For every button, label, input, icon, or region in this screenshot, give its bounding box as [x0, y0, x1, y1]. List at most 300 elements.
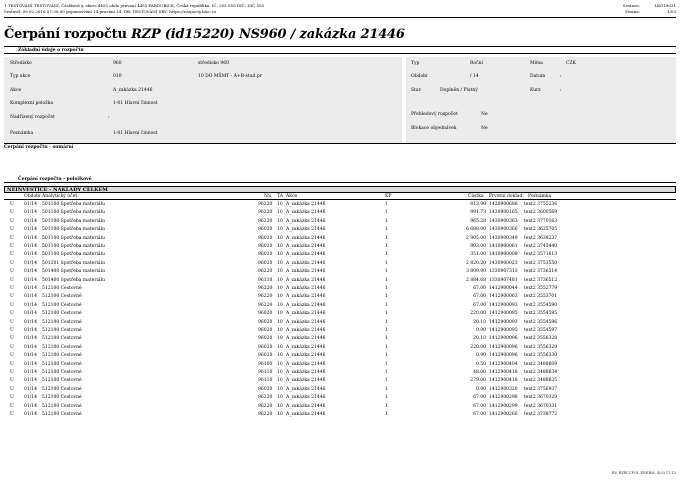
cell-flag: U — [10, 227, 14, 233]
cell-ta: 10 — [277, 412, 283, 417]
cell-obdobi: 01/14 — [24, 336, 37, 342]
table-row — [4, 209, 676, 217]
col-akce: Akce — [286, 194, 298, 199]
cell-flag: U — [10, 412, 14, 417]
cell-obdobi: 01/14 — [24, 302, 37, 308]
datum-value: : — [560, 74, 562, 79]
cell-castka: 20.10 — [473, 336, 486, 342]
kurz-label: Kurz — [530, 88, 541, 93]
cell-ta: 10 — [277, 302, 283, 308]
typakce-label: Typ akce — [10, 74, 31, 79]
cell-akce: A_zakázka 21446 — [286, 252, 326, 258]
table-row — [4, 403, 676, 411]
cell-obdobi: 01/14 — [24, 328, 37, 333]
header-line-1: 1 TESTOVÁNÍ TESTOVÁNÍ, Částková y, okres 4455 obdo pravaní 4455 PARDUBICE, Česká republika. IČ: 555 555 DIČ: DIČ 555 — [4, 3, 265, 8]
cell-kp: 1 — [385, 395, 388, 401]
cell-castka: 2 820.20 — [465, 260, 486, 266]
cell-poznamka: text2 3670329 — [524, 395, 558, 401]
cell-ucet: 512100 Cestovné — [42, 336, 82, 342]
cell-ns: 96020 — [258, 319, 273, 325]
komplexni-value: 1-01 Hlavní činnost — [113, 101, 158, 106]
stav-value: Doplněn / Platný — [440, 88, 478, 93]
cell-ta: 10 — [277, 328, 283, 333]
cell-ns: 96220 — [258, 395, 273, 401]
cell-ucet: 501100 Spotřeba materiálu — [42, 227, 105, 233]
cell-kp: 1 — [385, 328, 388, 333]
cell-castka: 2 884.68 — [465, 277, 486, 283]
stredisko-name: středisko 960 — [198, 61, 230, 66]
cell-doklad: 1430900366 — [489, 227, 518, 233]
cell-obdobi: 01/14 — [24, 218, 37, 224]
cell-ns: 96020 — [258, 344, 273, 350]
table-row — [4, 369, 676, 377]
cell-ns: 96020 — [258, 235, 273, 241]
cell-kp: 1 — [385, 218, 388, 224]
cell-kp: 1 — [385, 311, 388, 317]
cell-poznamka: text2 3488609 — [524, 361, 558, 367]
cell-ns: 96220 — [258, 403, 273, 409]
cell-ucet: 501100 Spotřeba materiálu — [42, 210, 105, 216]
cell-flag: U — [10, 319, 14, 325]
cell-doklad: 1410900008 — [489, 252, 518, 258]
cell-ns: 96220 — [258, 302, 273, 308]
akce-value: A_zakázka 21446 — [113, 88, 153, 93]
cell-poznamka: text2 3488635 — [524, 378, 558, 384]
cell-flag: U — [10, 395, 14, 401]
cell-kp: 1 — [385, 378, 388, 384]
cell-flag: U — [10, 286, 14, 291]
cell-ns: 96020 — [258, 336, 273, 342]
cell-akce: A_zakázka 21446 — [286, 328, 326, 333]
cell-ta: 10 — [277, 386, 283, 392]
table-row — [4, 377, 676, 385]
cell-castka: 991.73 — [470, 210, 486, 216]
cell-obdobi: 01/14 — [24, 244, 37, 249]
cell-poznamka: text2 3554597 — [524, 328, 558, 333]
cell-poznamka: text2 3738772 — [524, 412, 558, 417]
table-row — [4, 235, 676, 243]
cell-doklad: 1412900095 — [489, 328, 518, 333]
cell-ucet: 501100 Spotřeba materiálu — [42, 218, 105, 224]
cell-doklad: 1412900096 — [489, 344, 518, 350]
cell-ns: 96220 — [258, 202, 273, 207]
cell-flag: U — [10, 210, 14, 216]
cell-flag: U — [10, 202, 14, 207]
stredisko-value: 960 — [113, 61, 122, 66]
cell-kp: 1 — [385, 294, 388, 300]
basic-section-rule — [4, 53, 676, 54]
cell-castka: 67.00 — [473, 395, 486, 401]
cell-kp: 1 — [385, 302, 388, 308]
cell-doklad: 1412900320 — [489, 386, 518, 392]
cell-poznamka: text2 3553701 — [524, 294, 558, 300]
cell-ta: 10 — [277, 235, 283, 241]
cell-flag: U — [10, 370, 14, 375]
summary-section-label: Čerpání rozpočtu - sumární — [4, 145, 74, 150]
cell-poznamka: text2 3736512 — [524, 277, 558, 283]
cell-akce: A_zakázka 21446 — [286, 395, 326, 401]
table-row — [4, 394, 676, 402]
cell-obdobi: 01/14 — [24, 386, 37, 392]
cell-kp: 1 — [385, 269, 388, 275]
cell-obdobi: 01/14 — [24, 395, 37, 401]
cell-poznamka: text2 3556329 — [524, 344, 558, 350]
cell-ucet: 501100 Spotřeba materiálu — [42, 235, 105, 241]
cell-poznamka: text2 3554596 — [524, 319, 558, 325]
stredisko-label: Středisko — [10, 61, 32, 66]
basic-section-label: Základní údaje o rozpočtu — [18, 48, 84, 53]
cell-flag: U — [10, 386, 14, 392]
cell-doklad: 1430900349 — [489, 235, 518, 241]
table-row — [4, 251, 676, 259]
cell-kp: 1 — [385, 353, 388, 359]
cell-ucet: 512100 Cestovné — [42, 370, 82, 375]
poznamka-value: 1-01 Hlavní činnost — [113, 131, 158, 136]
cell-kp: 1 — [385, 210, 388, 216]
nadrizeny-value: : — [108, 115, 110, 120]
datum-label: Datum — [530, 74, 546, 79]
cell-flag: U — [10, 328, 14, 333]
cell-obdobi: 01/14 — [24, 260, 37, 266]
akce-label: Akce — [10, 88, 22, 93]
col-kp: KP — [385, 194, 392, 199]
cell-doklad: 1330907313 — [489, 269, 518, 275]
cell-ns: 96220 — [258, 294, 273, 300]
cell-castka: 67.00 — [473, 302, 486, 308]
cell-poznamka: text2 3638237 — [524, 235, 558, 241]
cell-ucet: 512100 Cestovné — [42, 353, 82, 359]
cell-akce: A_zakázka 21446 — [286, 344, 326, 350]
cell-obdobi: 01/14 — [24, 210, 37, 216]
table-row — [4, 302, 676, 310]
cell-kp: 1 — [385, 260, 388, 266]
cell-ta: 10 — [277, 277, 283, 283]
cell-castka: 3 809.90 — [465, 269, 486, 275]
table-row — [4, 344, 676, 352]
stav-label: Stav — [411, 88, 422, 93]
cell-flag: U — [10, 294, 14, 300]
cell-obdobi: 01/14 — [24, 353, 37, 359]
sestava-value: LEG18031 — [654, 3, 676, 8]
cell-kp: 1 — [385, 286, 388, 291]
cell-kp: 1 — [385, 412, 388, 417]
cell-flag: U — [10, 311, 14, 317]
cell-castka: 965.28 — [470, 218, 486, 224]
poznamka-label: Poznámka — [10, 131, 34, 136]
cell-ucet: 512100 Cestovné — [42, 328, 82, 333]
cell-ns: 96110 — [258, 277, 273, 283]
strana-value: 1/03 — [667, 9, 676, 14]
cell-castka: 67.00 — [473, 294, 486, 300]
sestava-label: Sestava: — [622, 3, 640, 8]
cell-ns: 96220 — [258, 286, 273, 291]
cell-flag: U — [10, 244, 14, 249]
cell-obdobi: 01/14 — [24, 311, 37, 317]
cell-flag: U — [10, 361, 14, 367]
cell-poznamka: text2 3488634 — [524, 370, 558, 375]
cell-doklad: 1412900095 — [489, 311, 518, 317]
cell-poznamka: text2 3670331 — [524, 403, 558, 409]
cell-ucet: 512100 Cestovné — [42, 311, 82, 317]
cell-ucet: 512100 Cestovné — [42, 344, 82, 350]
cell-obdobi: 01/14 — [24, 370, 37, 375]
summary-rule — [4, 143, 676, 144]
table-row — [4, 218, 676, 226]
table-row — [4, 268, 676, 276]
cell-obdobi: 01/14 — [24, 378, 37, 384]
cell-castka: 67.00 — [473, 403, 486, 409]
cell-poznamka: text2 3554590 — [524, 302, 558, 308]
cell-obdobi: 01/14 — [24, 294, 37, 300]
cell-ucet: 512100 Cestovné — [42, 294, 82, 300]
cell-flag: U — [10, 403, 14, 409]
cell-ns: 96020 — [258, 386, 273, 392]
cell-castka: 0.90 — [475, 386, 486, 392]
cell-akce: A_zakázka 21446 — [286, 336, 326, 342]
title-rule — [4, 46, 676, 47]
cell-ucet: 512100 Cestovné — [42, 378, 82, 384]
cell-ns: 96220 — [258, 412, 273, 417]
cell-flag: U — [10, 260, 14, 266]
cell-ucet: 512100 Cestovné — [42, 412, 82, 417]
cell-doklad: 1412900044 — [489, 286, 518, 291]
group-header: NEINVESTICE - NÁKLADY CELKEM — [4, 186, 676, 193]
cell-poznamka: text2 3556328 — [524, 336, 558, 342]
cell-ta: 10 — [277, 244, 283, 249]
cell-akce: A_zakázka 21446 — [286, 361, 326, 367]
cell-ta: 10 — [277, 218, 283, 224]
title-italic: RZP (id15220) NS960 / zakázka 21446 — [131, 27, 405, 42]
cell-flag: U — [10, 336, 14, 342]
cell-doklad: 1412900063 — [489, 294, 518, 300]
typ-value: Roční — [470, 61, 483, 66]
cell-castka: 2 905.00 — [465, 235, 486, 241]
cell-doklad: 1420900686 — [489, 202, 518, 207]
cell-doklad: 1412900093 — [489, 302, 518, 308]
typ-label: Typ — [411, 61, 420, 66]
cell-akce: A_zakázka 21446 — [286, 286, 326, 291]
cell-poznamka: text2 3755236 — [524, 202, 558, 207]
cell-akce: A_zakázka 21446 — [286, 210, 326, 216]
cell-flag: U — [10, 302, 14, 308]
cell-ns: 96020 — [258, 311, 273, 317]
cell-doklad: 1430900023 — [489, 260, 518, 266]
cell-castka: 220.00 — [470, 311, 486, 317]
cell-akce: A_zakázka 21446 — [286, 277, 326, 283]
cell-obdobi: 01/14 — [24, 202, 37, 207]
cell-ta: 10 — [277, 353, 283, 359]
komplexni-label: Komplexní položka — [10, 101, 54, 106]
cell-obdobi: 01/14 — [24, 412, 37, 417]
cell-castka: 20.10 — [473, 319, 486, 325]
cell-kp: 1 — [385, 344, 388, 350]
table-row — [4, 361, 676, 369]
cell-castka: 903.00 — [470, 244, 486, 249]
nadrizeny-label: Nadřízený rozpočet — [10, 115, 55, 120]
cell-ta: 10 — [277, 260, 283, 266]
cell-poznamka: text2 3571613 — [524, 252, 558, 258]
cell-castka: 0.90 — [475, 328, 486, 333]
cell-ns: 96020 — [258, 353, 273, 359]
cell-ns: 96220 — [258, 218, 273, 224]
cell-poznamka: text2 3745440 — [524, 244, 558, 249]
cell-ta: 10 — [277, 344, 283, 350]
col-doklad: Prvotní doklad — [489, 194, 523, 199]
cell-doklad: 1412900418 — [489, 378, 518, 384]
cell-ucet: 512100 Cestovné — [42, 386, 82, 392]
cell-ns: 96020 — [258, 328, 273, 333]
col-castka: Částka — [468, 194, 484, 199]
cell-poznamka: text2 3753550 — [524, 260, 558, 266]
cell-castka: 0.50 — [475, 361, 486, 367]
blokace-value: Ne — [481, 126, 488, 131]
cell-kp: 1 — [385, 244, 388, 249]
cell-kp: 1 — [385, 252, 388, 258]
cell-ta: 10 — [277, 294, 283, 300]
table-row — [4, 285, 676, 293]
cell-flag: U — [10, 252, 14, 258]
cell-ucet: 512100 Cestovné — [42, 403, 82, 409]
cell-ucet: 501201 Spotřeba materiálu — [42, 260, 105, 266]
table-row — [4, 352, 676, 360]
cell-akce: A_zakázka 21446 — [286, 353, 326, 359]
col-ta: TA — [277, 194, 284, 199]
cell-ns: 96020 — [258, 244, 273, 249]
cell-kp: 1 — [385, 235, 388, 241]
cell-obdobi: 01/14 — [24, 403, 37, 409]
cell-castka: 279.00 — [470, 378, 486, 384]
table-row — [4, 319, 676, 327]
table-row — [4, 386, 676, 394]
cell-ta: 10 — [277, 286, 283, 291]
cell-ta: 10 — [277, 202, 283, 207]
table-row — [4, 243, 676, 251]
cell-kp: 1 — [385, 361, 388, 367]
cell-akce: A_zakázka 21446 — [286, 294, 326, 300]
cell-akce: A_zakázka 21446 — [286, 378, 326, 384]
cell-obdobi: 01/14 — [24, 235, 37, 241]
footer-note: RS_RZRCCPOL ENERM, 4/03 11:13 — [611, 471, 676, 475]
cell-akce: A_zakázka 21446 — [286, 235, 326, 241]
cell-obdobi: 01/14 — [24, 344, 37, 350]
cell-ta: 10 — [277, 336, 283, 342]
table-row — [4, 310, 676, 318]
cell-ns: 96020 — [258, 252, 273, 258]
cell-obdobi: 01/14 — [24, 319, 37, 325]
cell-castka: 6 688.00 — [465, 227, 486, 233]
cell-doklad: 1410900061 — [489, 244, 518, 249]
cell-ns: 96020 — [258, 227, 273, 233]
cell-obdobi: 01/14 — [24, 227, 37, 233]
cell-poznamka: text2 3552779 — [524, 286, 558, 291]
mena-label: Měna — [530, 61, 543, 66]
cell-kp: 1 — [385, 336, 388, 342]
cell-ucet: 501100 Spotřeba materiálu — [42, 202, 105, 207]
cell-flag: U — [10, 344, 14, 350]
cell-ns: 96100 — [258, 361, 273, 367]
cell-castka: 351.00 — [470, 252, 486, 258]
table-row — [4, 293, 676, 301]
cell-doklad: 1412900298 — [489, 395, 518, 401]
cell-ta: 10 — [277, 361, 283, 367]
col-obdobi: Období — [24, 194, 41, 199]
cell-ns: 96020 — [258, 260, 273, 266]
col-ucet: Analytický účet — [42, 194, 78, 199]
cell-castka: 67.00 — [473, 412, 486, 417]
table-row — [4, 335, 676, 343]
cell-akce: A_zakázka 21446 — [286, 218, 326, 224]
cell-doklad: 1412900299 — [489, 403, 518, 409]
cell-castka: 67.00 — [473, 286, 486, 291]
cell-ucet: 501100 Spotřeba materiálu — [42, 244, 105, 249]
table-row — [4, 201, 676, 209]
report-header — [4, 3, 676, 17]
page-title — [4, 27, 405, 42]
cell-akce: A_zakázka 21446 — [286, 319, 326, 325]
table-row — [4, 226, 676, 234]
cell-flag: U — [10, 269, 14, 275]
title-prefix: Čerpání rozpočtu — [4, 27, 132, 42]
cell-kp: 1 — [385, 202, 388, 207]
cell-castka: 0.90 — [475, 353, 486, 359]
cell-ta: 10 — [277, 319, 283, 325]
cell-akce: A_zakázka 21446 — [286, 386, 326, 392]
cell-poznamka: text2 3554595 — [524, 311, 558, 317]
cell-kp: 1 — [385, 277, 388, 283]
cell-doklad: 1412900096 — [489, 336, 518, 342]
obdobi-label: Období — [411, 74, 428, 79]
cell-akce: A_zakázka 21446 — [286, 412, 326, 417]
cell-ta: 10 — [277, 395, 283, 401]
table-row — [4, 327, 676, 335]
cell-obdobi: 01/14 — [24, 277, 37, 283]
cell-kp: 1 — [385, 319, 388, 325]
table-row — [4, 260, 676, 268]
cell-ta: 10 — [277, 378, 283, 384]
cell-kp: 1 — [385, 370, 388, 375]
cell-poznamka: text2 3736514 — [524, 269, 558, 275]
cell-ucet: 501100 Spotřeba materiálu — [42, 252, 105, 258]
cell-ucet: 512100 Cestovné — [42, 395, 82, 401]
cell-poznamka: text2 3556330 — [524, 353, 558, 359]
cell-ucet: 512100 Cestovné — [42, 361, 82, 367]
table-row — [4, 411, 676, 419]
basic-left-panel — [4, 57, 402, 143]
cell-ta: 10 — [277, 403, 283, 409]
cell-obdobi: 01/14 — [24, 286, 37, 291]
cell-akce: A_zakázka 21446 — [286, 244, 326, 249]
cell-ucet: 512100 Cestovné — [42, 286, 82, 291]
cell-ta: 10 — [277, 269, 283, 275]
cell-doklad: 1412900418 — [489, 370, 518, 375]
cell-ta: 10 — [277, 210, 283, 216]
prehledovy-value: Ne — [481, 112, 488, 117]
prehledovy-label: Přehledový rozpočet — [411, 112, 458, 117]
cell-akce: A_zakázka 21446 — [286, 269, 326, 275]
kurz-value: : — [560, 88, 562, 93]
cell-poznamka: text2 3770163 — [524, 218, 558, 224]
strana-label: Strana: — [625, 9, 640, 14]
col-ns: NS — [264, 194, 272, 199]
cell-castka: 220.00 — [470, 344, 486, 350]
cell-ucet: 512100 Cestovné — [42, 319, 82, 325]
cell-obdobi: 01/14 — [24, 361, 37, 367]
cell-akce: A_zakázka 21446 — [286, 227, 326, 233]
cell-ns: 96110 — [258, 378, 273, 384]
cell-akce: A_zakázka 21446 — [286, 370, 326, 375]
cell-flag: U — [10, 277, 14, 283]
obdobi-value: / 14 — [470, 74, 479, 79]
